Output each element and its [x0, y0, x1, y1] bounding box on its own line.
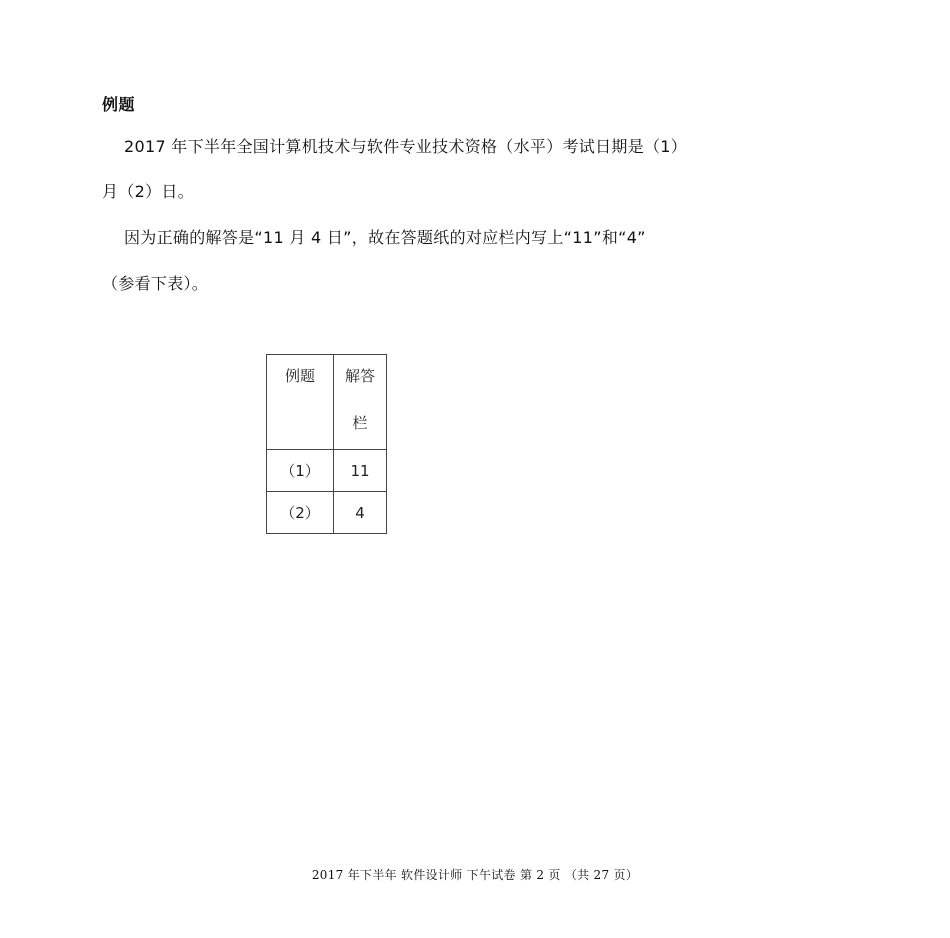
table-row [267, 450, 387, 492]
header-cell-question [267, 355, 334, 450]
answer-cell: 11 [334, 450, 387, 492]
section-heading: 例题 [102, 95, 136, 114]
question-cell: （1） [267, 450, 334, 492]
paragraph-line-2: 月（2）日。 [102, 182, 194, 201]
answer-cell: 4 [334, 492, 387, 534]
paragraph-line-4: （参看下表）。 [102, 274, 209, 293]
header-question-label: 例题 [284, 367, 315, 385]
header-answer-label-bottom: 栏 [352, 414, 368, 432]
page-footer: 2017 年下半年 软件设计师 下午试卷 第 2 页 （共 27 页） [311, 868, 639, 882]
paragraph-line-3: 因为正确的解答是“11 月 4 日”，故在答题纸的对应栏内写上“11”和“4” [124, 228, 646, 247]
paragraph-line-1: 2017 年下半年全国计算机技术与软件专业技术资格（水平）考试日期是（1） [124, 137, 688, 156]
table-header-row [267, 355, 387, 450]
header-cell-answer [334, 355, 387, 450]
table-row [267, 492, 387, 534]
question-cell: （2） [267, 492, 334, 534]
answer-table [266, 354, 387, 534]
header-answer-label-top: 解答 [344, 367, 375, 385]
